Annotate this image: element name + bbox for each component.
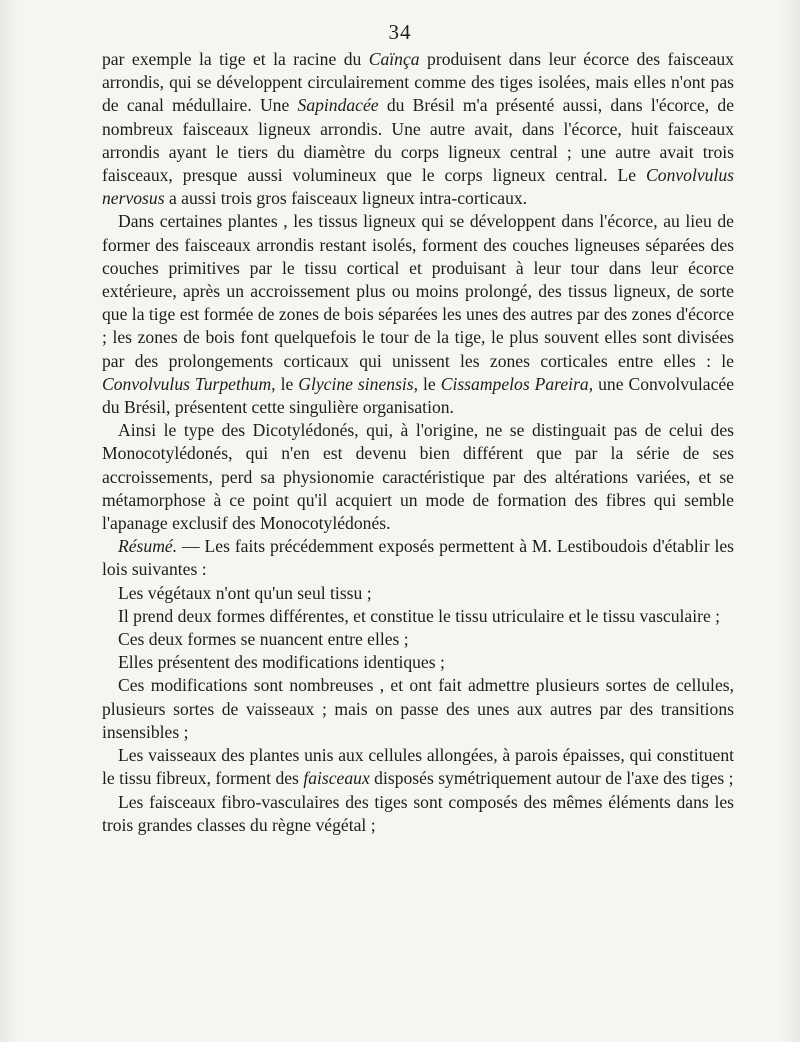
- text-run: du Brésil m'a présenté aussi, dans l'écorce, de nombreux faisceaux ligneux arrondis. Une autre avait, dans l'écorce, huit faisceaux arrondis ayant le tiers du diamètre du corps ligneux central ; une autre avait trois faisceaux, presque aussi volumineux que le corps ligneux central. Le: [102, 95, 734, 186]
- page-number: 34: [388, 20, 412, 44]
- text-run: une Convolvulacée du Brésil, présentent cette singulière organisation.: [102, 373, 735, 418]
- text-run: Elles présentent des modifications identiques ;: [118, 652, 445, 673]
- paragraph: [102, 651, 734, 674]
- text-run: disposés symétriquement autour de l'axe des tiges ;: [369, 768, 734, 789]
- text-run: Il prend deux formes différentes, et constitue le tissu utriculaire et le tissu vasculaire ;: [118, 605, 721, 626]
- paragraph: [102, 674, 734, 744]
- text-run: Dans certaines plantes , les tissus ligneux qui se développent dans l'écorce, au lieu de former des faisceaux arrondis restant isolés, forment des couches ligneuses séparées des couches primitives par le tissu cortical et produisant à leur tour dans leur écorce extérieure, après un accroissement plus ou moins prolongé, des tissus ligneux, de sorte que la tige est formée de zones de bois séparées les unes des autres par des zones d'écorce ; les zones de bois font quelquefois le tour de la tige, le plus souvent elles sont divisées par des prolongements corticaux qui unissent les zones corticales entre elles : le: [102, 211, 734, 371]
- text-run: — Les faits précédemment exposés permettent à M. Lestiboudois d'établir les lois suivantes :: [102, 536, 734, 580]
- text-run: Ainsi le type des Dicotylédonés, qui, à l'origine, ne se distinguait pas de celui des Monocotylédonés, qui n'en est devenu bien différent que par la série de ses accroissements, perd sa physionomie caractéristique par des altérations variées, et se métamorphose à ce point qu'il acquiert un mode de formation des fibres qui semble l'apanage exclusif des Monocotylédonés.: [102, 420, 734, 534]
- italic-term: Résumé.: [118, 536, 178, 557]
- text-run: Ces modifications sont nombreuses , et ont fait admettre plusieurs sortes de cellules, plusieurs sortes de vaisseaux ; mais on passe des unes aux autres par des transitions insensibles ;: [102, 675, 734, 742]
- text-run: le: [275, 373, 299, 394]
- paragraph: [102, 628, 734, 651]
- italic-term: Glycine sinensis,: [298, 373, 419, 394]
- italic-term: Convolvulus nervosus: [102, 165, 734, 209]
- paragraph: [102, 605, 734, 628]
- paragraph: [102, 419, 734, 535]
- paragraph: [102, 791, 734, 837]
- text-run: Les végétaux n'ont qu'un seul tissu ;: [118, 582, 372, 603]
- paragraph: [102, 210, 734, 419]
- paragraph: [102, 582, 734, 605]
- paragraph: [102, 744, 734, 790]
- body-text: [102, 48, 734, 837]
- text-run: Les faisceaux fibro-vasculaires des tiges sont composés des mêmes éléments dans les trois grandes classes du règne végétal ;: [102, 791, 734, 835]
- italic-term: Convolvulus Turpethum,: [102, 373, 276, 394]
- paragraph: [102, 535, 734, 581]
- italic-term: Sapindacée: [297, 95, 379, 116]
- text-run: Les vaisseaux des plantes unis aux cellules allongées, à parois épaisses, qui constituent le tissu fibreux, forment des: [102, 745, 734, 789]
- italic-term: Cissampelos Pareira,: [440, 373, 594, 394]
- text-run: Ces deux formes se nuancent entre elles ;: [118, 629, 409, 650]
- italic-term: Caïnça: [368, 49, 420, 69]
- text-run: produisent dans leur écorce des faisceaux arrondis, qui se développent circulairement comme des tiges isolées, mais elles n'ont pas de canal médullaire. Une: [102, 49, 734, 116]
- text-run: le: [418, 373, 441, 394]
- text-run: par exemple la tige et la racine du: [102, 49, 369, 69]
- paragraph: [102, 48, 734, 210]
- text-run: a aussi trois gros faisceaux ligneux intra-corticaux.: [164, 188, 528, 209]
- italic-term: faisceaux: [303, 768, 370, 789]
